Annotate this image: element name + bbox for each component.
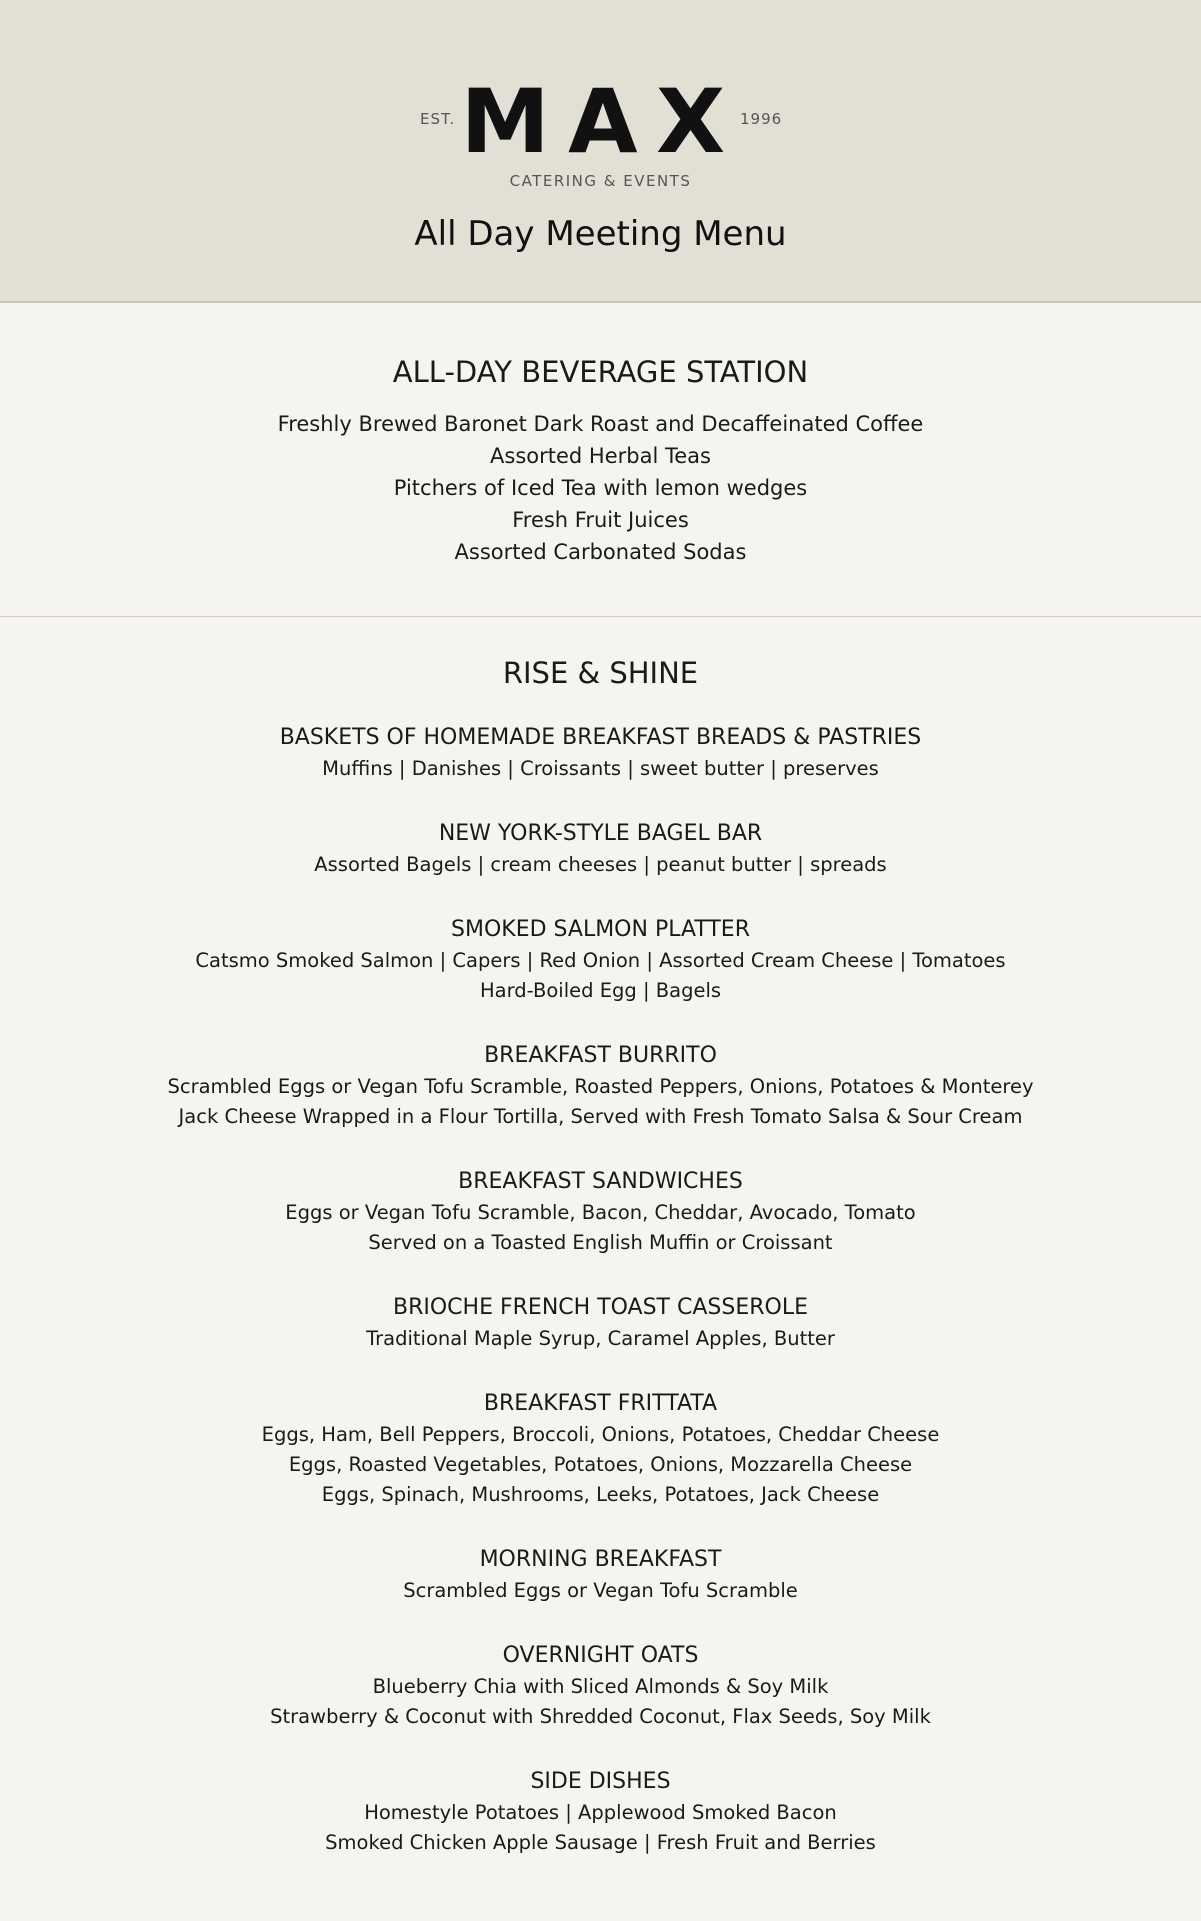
menu-item-description: Served on a Toasted English Muffin or Croissant	[368, 1231, 833, 1254]
logo	[0, 70, 1201, 173]
menu-item-name: BREAKFAST BURRITO	[484, 1043, 717, 1068]
menu-item-name: OVERNIGHT OATS	[502, 1643, 699, 1668]
menu-item	[0, 1388, 1201, 1510]
menu-item-name: BRIOCHE FRENCH TOAST CASSEROLE	[393, 1295, 808, 1320]
menu-item-description: Strawberry & Coconut with Shredded Coconut, Flax Seeds, Soy Milk	[270, 1705, 931, 1728]
beverage-section	[0, 303, 1201, 617]
menu-item	[0, 818, 1201, 880]
menu-item-description: Homestyle Potatoes | Applewood Smoked Bacon	[364, 1801, 837, 1824]
menu-item	[0, 1640, 1201, 1732]
menu-item	[0, 914, 1201, 1006]
beverage-item: Fresh Fruit Juices	[512, 508, 689, 532]
beverage-title: ALL-DAY BEVERAGE STATION	[392, 355, 809, 389]
menu-item	[0, 1292, 1201, 1354]
logo-est: EST.	[420, 110, 456, 128]
menu-item-description: Muffins | Danishes | Croissants | sweet butter | preserves	[322, 757, 879, 780]
menu-item-name: BASKETS OF HOMEMADE BREAKFAST BREADS & PASTRIES	[279, 725, 922, 750]
page-title: All Day Meeting Menu	[414, 214, 787, 254]
menu-item-name: BREAKFAST FRITTATA	[483, 1391, 718, 1416]
menu-item-description: Catsmo Smoked Salmon | Capers | Red Onion | Assorted Cream Cheese | Tomatoes	[195, 949, 1006, 972]
logo-brand: MAX	[460, 70, 744, 173]
menu-item-name: NEW YORK-STYLE BAGEL BAR	[438, 821, 763, 846]
menu-item-name: MORNING BREAKFAST	[479, 1547, 722, 1572]
header-band	[0, 0, 1201, 303]
menu-items	[0, 722, 1201, 1892]
menu-item	[0, 1544, 1201, 1606]
menu-item-description: Scrambled Eggs or Vegan Tofu Scramble, Roasted Peppers, Onions, Potatoes & Monterey	[167, 1075, 1034, 1098]
menu-item-description: Assorted Bagels | cream cheeses | peanut butter | spreads	[314, 853, 887, 876]
menu-item-description: Eggs or Vegan Tofu Scramble, Bacon, Cheddar, Avocado, Tomato	[285, 1201, 916, 1224]
menu-item	[0, 1040, 1201, 1132]
menu-item-description: Eggs, Spinach, Mushrooms, Leeks, Potatoes, Jack Cheese	[321, 1483, 880, 1506]
menu-item-description: Hard-Boiled Egg | Bagels	[479, 979, 722, 1002]
menu-item-name: SIDE DISHES	[530, 1769, 671, 1794]
beverage-item: Pitchers of Iced Tea with lemon wedges	[393, 476, 808, 500]
logo-year: 1996	[740, 110, 783, 128]
menu-item	[0, 1766, 1201, 1858]
menu-item-name: BREAKFAST SANDWICHES	[458, 1169, 743, 1194]
beverage-item: Assorted Herbal Teas	[490, 444, 711, 468]
menu-item-description: Smoked Chicken Apple Sausage | Fresh Fruit and Berries	[325, 1831, 876, 1854]
menu-item	[0, 722, 1201, 784]
beverage-item: Assorted Carbonated Sodas	[454, 540, 747, 564]
menu-item	[0, 1166, 1201, 1258]
menu-item-description: Scrambled Eggs or Vegan Tofu Scramble	[403, 1579, 798, 1602]
rise-shine-title: RISE & SHINE	[502, 656, 699, 690]
beverage-item: Freshly Brewed Baronet Dark Roast and Decaffeinated Coffee	[277, 412, 924, 436]
menu-item-description: Traditional Maple Syrup, Caramel Apples, Butter	[366, 1327, 835, 1350]
logo-subbrand: CATERING & EVENTS	[509, 172, 692, 190]
menu-item-description: Blueberry Chia with Sliced Almonds & Soy Milk	[372, 1675, 829, 1698]
beverage-list	[0, 408, 1201, 568]
menu-item-name: SMOKED SALMON PLATTER	[451, 917, 750, 942]
menu-item-description: Eggs, Ham, Bell Peppers, Broccoli, Onions, Potatoes, Cheddar Cheese	[261, 1423, 940, 1446]
menu-item-description: Eggs, Roasted Vegetables, Potatoes, Onions, Mozzarella Cheese	[288, 1453, 913, 1476]
menu-item-description: Jack Cheese Wrapped in a Flour Tortilla, Served with Fresh Tomato Salsa & Sour Cream	[178, 1105, 1023, 1128]
